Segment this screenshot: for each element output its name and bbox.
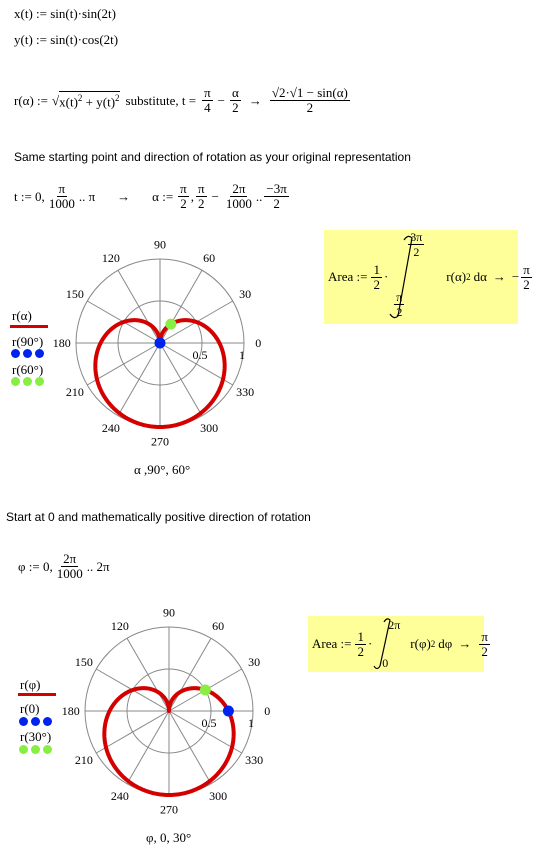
- legend-dot-blue: [43, 717, 52, 726]
- legend-dot-blue: [11, 349, 20, 358]
- substitute-keyword: substitute, t =: [125, 92, 197, 108]
- angle-label: 240: [101, 421, 120, 436]
- angle-label: 210: [65, 385, 84, 400]
- t-num: π: [58, 181, 66, 196]
- a-den1: 2: [180, 196, 187, 211]
- a-den3: 1000: [225, 196, 252, 211]
- upper-den: 2: [413, 245, 420, 259]
- angle-label: 60: [212, 618, 225, 633]
- legend-label-blue-2: r(0): [20, 701, 40, 716]
- phi-range: [18, 552, 110, 581]
- exp: 2: [466, 272, 471, 282]
- angle-label: 0: [255, 336, 262, 350]
- lower-den: 2: [396, 305, 403, 319]
- marker-blue: [155, 338, 166, 349]
- x-definition: x(t) := sin(t)·sin(2t): [14, 6, 116, 21]
- angle-label: 270: [160, 802, 178, 817]
- area-lhs: Area :=: [312, 636, 352, 651]
- polar-plot-2: [10, 600, 310, 825]
- marker-green: [200, 685, 211, 696]
- a-num3: 2π: [232, 181, 246, 196]
- t-den: 1000: [48, 196, 75, 211]
- differential: dφ: [438, 636, 453, 651]
- legend-dot-green: [43, 745, 52, 754]
- upper-num: 3π: [410, 230, 423, 244]
- angle-label: 210: [74, 753, 93, 768]
- legend-label-blue-1: r(90°): [12, 334, 44, 349]
- lower-num: π: [396, 290, 403, 304]
- grid-spoke: [118, 270, 160, 343]
- legend-label-green-2: r(30°): [20, 729, 52, 744]
- minus-sign: −: [211, 188, 219, 204]
- lower-limit: 0: [382, 656, 389, 670]
- legend-line-curve-1: [10, 325, 48, 328]
- half-den: 2: [373, 276, 380, 292]
- result-sign: −: [511, 269, 520, 284]
- result-num: π: [523, 261, 530, 277]
- radial-label: 1: [239, 348, 245, 362]
- legend-dot-blue: [19, 717, 28, 726]
- legend-line-curve-2: [18, 693, 56, 696]
- legend-dot-blue: [35, 349, 44, 358]
- grid-spoke: [118, 343, 160, 416]
- angle-label: 150: [65, 286, 84, 301]
- t-range: t := 0, $\frac{\pi}{1000}$ .. π → α := $\frac{\pi}{2}$ , $\frac{\pi}{2}$ − $\frac{2\pi}{1000}$ .. $\frac{-3\pi}{2}$: [14, 181, 287, 211]
- radial-label: 0.5: [201, 716, 217, 730]
- a-num1: π: [180, 181, 187, 196]
- legend-dot-green: [19, 745, 28, 754]
- angle-label: 30: [239, 286, 252, 301]
- arrow-symbol: →: [117, 188, 131, 204]
- legend-dot-green: [31, 745, 40, 754]
- marker-blue: [223, 706, 234, 717]
- grid-spoke: [160, 270, 202, 343]
- y-definition: y(t) := sin(t)·cos(2t): [14, 32, 119, 47]
- legend-label-curve-2: r(φ): [20, 677, 41, 692]
- half-num: 1: [357, 628, 364, 644]
- sub-num1: π: [204, 85, 211, 100]
- plus-sign: +: [85, 94, 94, 110]
- angle-label: 120: [101, 250, 120, 265]
- t-lhs: t := 0,: [14, 188, 45, 204]
- angle-label: 120: [110, 618, 129, 633]
- radial-label: 1: [248, 716, 254, 730]
- area1-expression: Area := $\frac{1}{2}$ · $\frac{3\pi}{2}$ $\frac{\pi}{2}$ r(α) 2 dα → − $\frac{\pi}{2}$: [328, 232, 534, 322]
- alpha-lhs: α :=: [152, 188, 174, 204]
- angle-label: 30: [248, 654, 261, 669]
- result-den: 2: [481, 643, 488, 659]
- plot2-caption: φ, 0, 30°: [146, 830, 192, 845]
- t-tail: .. π: [78, 188, 96, 204]
- result-num: π: [481, 628, 488, 644]
- phi-den: 1000: [56, 566, 83, 581]
- arrow-symbol: →: [248, 92, 262, 108]
- result-den: 2: [523, 276, 530, 292]
- angle-label: 330: [236, 385, 255, 400]
- result-den: 2: [306, 100, 314, 115]
- sqrt-argument: [59, 91, 119, 110]
- half-den: 2: [357, 643, 364, 659]
- angle-label: 330: [245, 753, 264, 768]
- angle-label: 60: [203, 250, 216, 265]
- a-den4: 2: [273, 196, 280, 211]
- angle-label: 150: [74, 654, 93, 669]
- exp-x: 2: [77, 92, 83, 103]
- description-text-2: Start at 0 and mathematically positive direction of rotation: [6, 510, 311, 524]
- angle-label: 300: [209, 789, 228, 804]
- legend-dot-blue: [23, 349, 32, 358]
- grid-spoke: [127, 638, 169, 711]
- a-den2: 2: [198, 196, 205, 211]
- integrand: r(α): [446, 269, 467, 284]
- polar-plot-1: [0, 230, 300, 480]
- phi-num: 2π: [63, 551, 77, 566]
- half-num: 1: [373, 261, 380, 277]
- sqrt-term-y: y(t): [96, 94, 116, 110]
- arrow-symbol: →: [458, 636, 472, 651]
- phi-tail: .. 2π: [86, 558, 110, 574]
- a-num2: π: [197, 181, 205, 196]
- result-num: √2·√1 − sin(α): [271, 85, 348, 100]
- area2-expression: Area := $\frac{1}{2}$ · 2π 0 r(φ) 2 dφ → $\frac{\pi}{2}$: [312, 618, 488, 670]
- legend-label-green-1: r(60°): [12, 362, 44, 377]
- legend-dot-green: [11, 377, 20, 386]
- angle-label: 270: [151, 434, 169, 449]
- sub-den1: 4: [204, 100, 211, 115]
- upper-limit: 2π: [388, 618, 401, 632]
- area-lhs: Area :=: [328, 269, 368, 284]
- sub-num2: α: [232, 85, 239, 100]
- angle-label: 0: [264, 704, 271, 718]
- minus-sign: −: [217, 92, 225, 108]
- exp: 2: [430, 639, 436, 649]
- plot1-caption: α ,90°, 60°: [134, 462, 191, 477]
- marker-green: [165, 319, 176, 330]
- differential: dα: [473, 269, 487, 284]
- angle-label: 240: [110, 789, 129, 804]
- radial-label: 0.5: [192, 348, 208, 362]
- a-num4: −3π: [266, 181, 287, 196]
- arrow-symbol: →: [492, 269, 506, 284]
- range-dots: ..: [255, 188, 263, 204]
- integral-sign: [372, 616, 401, 672]
- legend-dot-blue: [31, 717, 40, 726]
- angle-label: 90: [154, 237, 166, 252]
- phi-lhs: φ := 0,: [18, 558, 53, 574]
- legend-dot-green: [35, 377, 44, 386]
- angle-label: 180: [61, 704, 80, 718]
- description-text-1: Same starting point and direction of rotation as your original representation: [14, 150, 411, 164]
- sqrt-term-x: x(t): [59, 94, 78, 110]
- grid-spoke: [127, 711, 169, 784]
- r-lhs: r(α) :=: [14, 92, 48, 108]
- sub-den2: 2: [232, 100, 239, 115]
- angle-label: 180: [52, 336, 71, 350]
- exp-y: 2: [115, 92, 120, 103]
- grid-spoke: [169, 638, 211, 711]
- angle-label: 300: [200, 421, 219, 436]
- angle-label: 90: [163, 605, 175, 620]
- legend-label-curve-1: r(α): [12, 308, 32, 323]
- legend-dot-green: [23, 377, 32, 386]
- integral-sign: [388, 230, 423, 322]
- r-definition: r(α) := √ $x(t)^2 + y(t)^2$ substitute, t = $\frac{\pi}{4}$ − $\frac{\alpha}{2}$ → $\frac{√2\cdot√1 - \sin(\alpha)}{2}$: [14, 85, 348, 115]
- integrand: r(φ): [410, 636, 431, 651]
